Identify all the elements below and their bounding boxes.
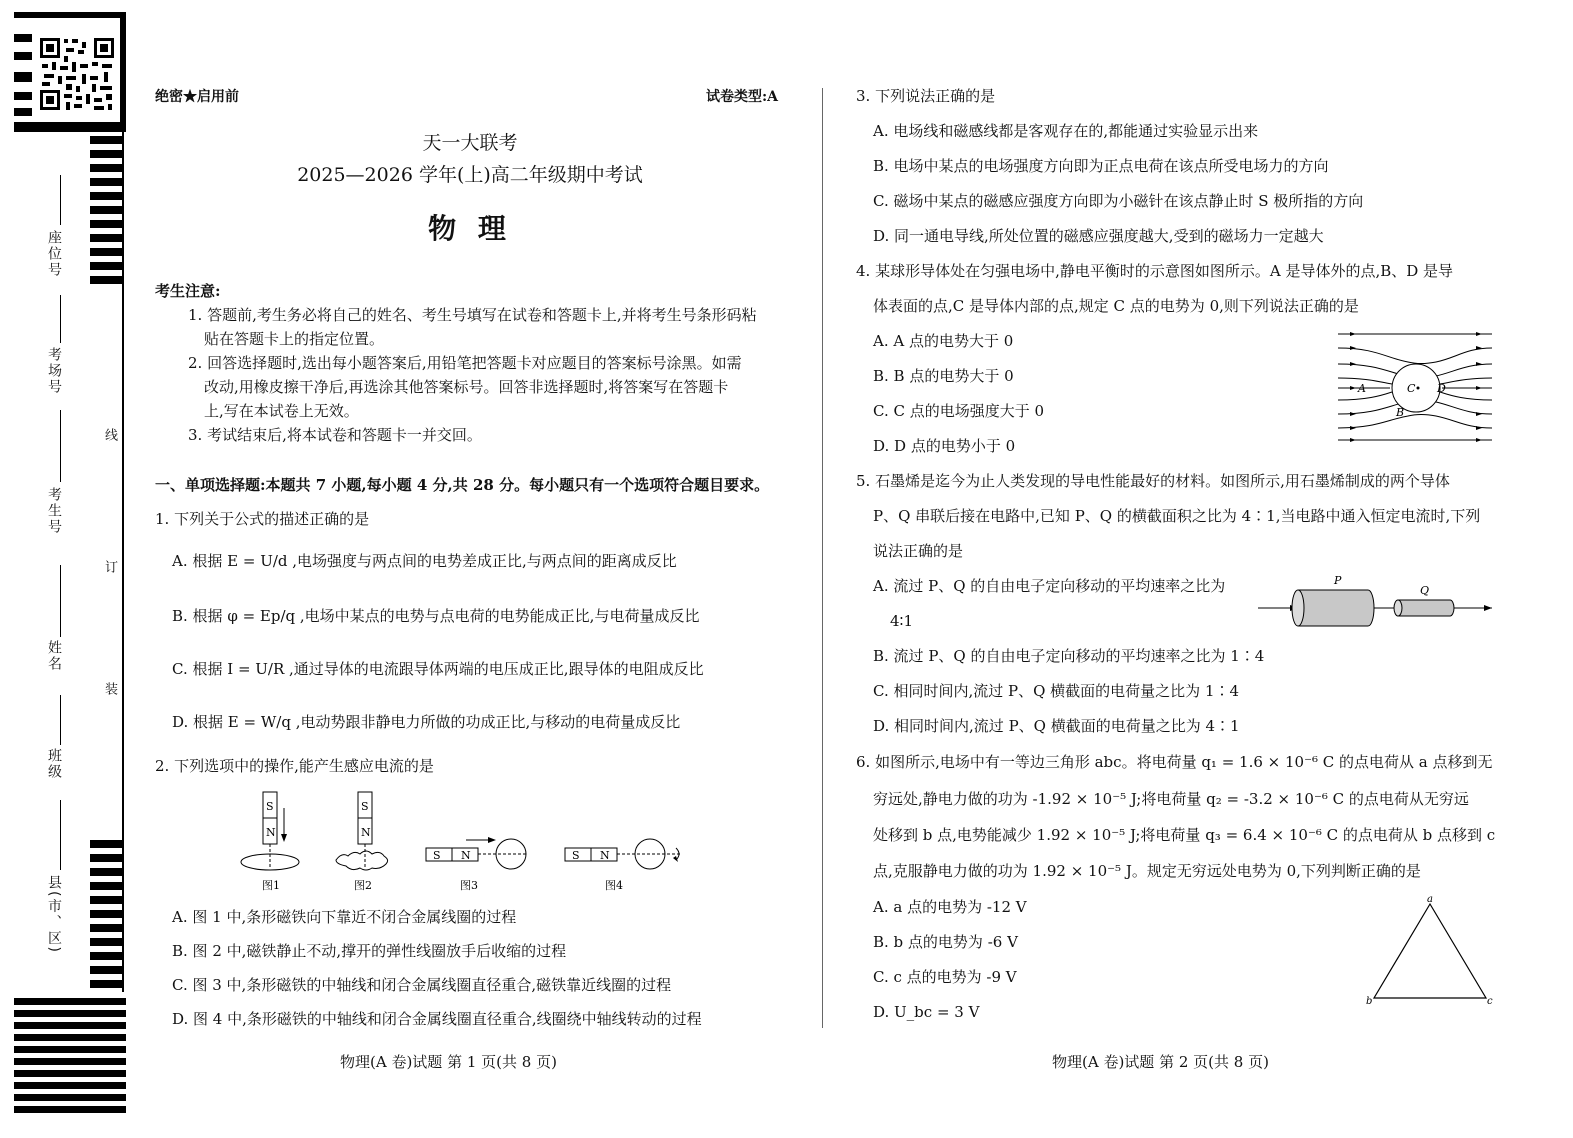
binding-bar [90,980,122,988]
q5-option-a-cont: 4∶1 [890,612,913,630]
q6-stem: 穷远处,静电力做的功为 -1.92 × 10⁻⁵ J;将电荷量 q₂ = -3.2 × 10⁻⁶ C 的点电荷从无穷远 [873,790,1469,808]
county-label: 县(市、区) [46,875,62,954]
figure-label: 图2 [354,879,372,892]
binding-bar [90,924,122,932]
magnet-n-label: N [361,826,371,839]
q6-stem: 处移到 b 点,电势能减少 1.92 × 10⁻⁵ J;将电荷量 q₃ = 6.4 × 10⁻⁶ C 的点电荷从 b 点移到 c [873,826,1496,844]
candidate-number-label: 考生号 [46,487,62,535]
q1-stem: 1. 下列关于公式的描述正确的是 [155,510,370,528]
magnet-s-label: S [572,849,580,862]
candidate-number-line [60,410,61,482]
binding-bar [90,952,122,960]
q6-stem: 点,克服静电力做的功为 1.92 × 10⁻⁵ J。规定无穷远处电势为 0,下列判断正确的是 [873,862,1421,880]
q5-option-a: A. 流过 P、Q 的自由电子定向移动的平均速率之比为 [873,577,1226,595]
binding-bar [14,1046,126,1053]
room-number-label: 考场号 [46,347,62,395]
room-number-line [60,295,61,343]
figure-label: 图4 [605,879,623,892]
county-line [60,800,61,870]
binding-bar [90,136,122,144]
binding-bar [90,262,122,270]
binding-bar [14,92,32,100]
magnet-n-label: N [266,826,276,839]
binding-bar [14,998,126,1005]
q1-option-a: A. 根据 E = U/d ,电场强度与两点间的电势差成正比,与两点间的距离成反比 [172,552,677,570]
q2-option-c: C. 图 3 中,条形磁铁的中轴线和闭合金属线圈直径重合,磁铁靠近线圈的过程 [172,976,672,994]
q6-option-b: B. b 点的电势为 -6 V [873,933,1018,951]
secret-label: 绝密★启用前 [155,89,239,105]
notice-item: 3. 考试结束后,将本试卷和答题卡一并交回。 [188,426,482,444]
magnet-n-label: N [461,849,471,862]
binding-bar [14,122,126,132]
magnet-n-label: N [600,849,610,862]
q6-stem: 6. 如图所示,电场中有一等边三角形 abc。将电荷量 q₁ = 1.6 × 10⁻⁶ C 的点电荷从 a 点移到无 [856,753,1493,771]
q4-field-figure [1336,328,1494,448]
cut-mark-staple: 订 [102,560,117,575]
binding-edge [122,132,124,992]
q4-option-b: B. B 点的电势大于 0 [873,367,1014,385]
binding-bar [14,1058,126,1065]
point-d-label: D [1437,382,1446,395]
binding-bar [14,52,32,60]
notice-item: 贴在答题卡上的指定位置。 [204,330,385,348]
magnet-s-label: S [266,800,274,813]
binding-bar [14,1094,126,1101]
binding-bar [14,1010,126,1017]
q1-option-c: C. 根据 I = U/R ,通过导体的电流跟导体两端的电压成正比,跟导体的电阻成反比 [172,660,704,678]
binding-bar [90,178,122,186]
page-divider [822,88,823,1028]
vertex-c-label: c [1487,996,1493,1006]
q2-option-d: D. 图 4 中,条形磁铁的中轴线和闭合金属线圈直径重合,线圈绕中轴线转动的过程 [172,1010,702,1028]
seat-number-label: 座位号 [46,230,62,278]
binding-bar [14,1034,126,1041]
point-b-label: B [1396,406,1405,419]
figure-label: 图3 [460,879,478,892]
q3-option-c: C. 磁场中某点的磁感应强度方向即为小磁针在该点静止时 S 极所指的方向 [873,192,1364,210]
exam-title: 2025—2026 学年(上)高二年级期中考试 [297,164,643,186]
binding-bar [90,276,122,284]
q5-option-d: D. 相同时间内,流过 P、Q 横截面的电荷量之比为 4∶1 [873,717,1240,735]
class-line [60,695,61,745]
q3-stem: 3. 下列说法正确的是 [856,87,996,105]
binding-bar [90,896,122,904]
q5-option-c: C. 相同时间内,流过 P、Q 横截面的电荷量之比为 1∶4 [873,682,1240,700]
conductor-p-label: P [1334,574,1342,587]
cut-mark-line: 线 [102,428,117,443]
vertex-a-label: a [1427,894,1433,905]
conductor-q-label: Q [1420,584,1430,597]
q5-conductor-figure [1256,574,1494,630]
binding-bar [90,206,122,214]
q4-option-d: D. D 点的电势小于 0 [873,437,1016,455]
q6-option-c: C. c 点的电势为 -9 V [873,968,1017,986]
binding-bar [90,164,122,172]
magnet-s-label: S [361,800,369,813]
q5-stem: 说法正确的是 [873,542,964,560]
binding-bar [90,840,122,848]
q2-option-a: A. 图 1 中,条形磁铁向下靠近不闭合金属线圈的过程 [172,908,517,926]
binding-bar [14,12,126,18]
q6-option-a: A. a 点的电势为 -12 V [873,898,1027,916]
q6-triangle-figure [1362,894,1496,1006]
vertex-b-label: b [1366,996,1373,1006]
figure-2-magnet-coil [336,792,388,892]
subject-title: 物 理 [428,212,512,245]
binding-bar [90,882,122,890]
binding-bar [14,34,32,42]
notice-item: 上,写在本试卷上无效。 [204,402,359,420]
binding-bar [14,1022,126,1029]
q4-stem: 4. 某球形导体处在匀强电场中,静电平衡时的示意图如图所示。A 是导体外的点,B、D 是导 [856,262,1454,280]
q2-stem: 2. 下列选项中的操作,能产生感应电流的是 [155,757,434,775]
binding-bar [90,248,122,256]
notice-title: 考生注意: [155,282,221,300]
binding-bar [14,72,32,82]
notice-item: 2. 回答选择题时,选出每小题答案后,用铅笔把答题卡对应题目的答案标号涂黑。如需 [188,354,742,372]
q4-stem: 体表面的点,C 是导体内部的点,规定 C 点的电势为 0,则下列说法正确的是 [873,297,1359,315]
binding-bar [14,1106,126,1113]
org-title: 天一大联考 [422,132,518,154]
q6-option-d: D. U_bc = 3 V [873,1003,980,1021]
section-heading: 一、单项选择题:本题共 7 小题,每小题 4 分,共 28 分。每小题只有一个选项符合题目要求。 [155,476,770,494]
paper-type: 试卷类型:A [706,89,779,105]
qr-code-icon [38,36,116,112]
binding-bar [14,1082,126,1089]
binding-bar [90,966,122,974]
binding-bar [14,108,32,116]
q3-option-b: B. 电场中某点的电场强度方向即为正点电荷在该点所受电场力的方向 [873,157,1329,175]
q5-stem: 5. 石墨烯是迄今为止人类发现的导电性能最好的材料。如图所示,用石墨烯制成的两个导体 [856,472,1450,490]
figure-1-magnet-coil [241,792,299,892]
q3-option-a: A. 电场线和磁感线都是客观存在的,都能通过实验显示出来 [873,122,1259,140]
figure-label: 图1 [262,879,280,892]
q4-option-c: C. C 点的电场强度大于 0 [873,402,1045,420]
binding-bar [90,854,122,862]
binding-bar [90,192,122,200]
figure-4-magnet-coil [565,839,682,892]
binding-bar [90,868,122,876]
binding-bar [90,150,122,158]
binding-bar [120,12,126,132]
name-label: 姓名 [46,640,62,672]
binding-bar [90,220,122,228]
figure-3-magnet-coil [426,837,526,892]
notice-item: 改动,用橡皮擦干净后,再选涂其他答案标号。回答非选择题时,将答案写在答题卡 [204,378,729,396]
binding-bar [14,1070,126,1077]
q2-figures [230,788,690,896]
seat-number-line [60,175,61,225]
q4-option-a: A. A 点的电势大于 0 [873,332,1014,350]
q1-option-b: B. 根据 φ = Ep/q ,电场中某点的电势与点电荷的电势能成正比,与电荷量成反比 [172,607,700,625]
q2-option-b: B. 图 2 中,磁铁静止不动,撑开的弹性线圈放手后收缩的过程 [172,942,567,960]
point-c-label: C [1407,382,1416,395]
point-a-label: A [1358,382,1366,395]
cut-mark-bind: 装 [102,682,117,697]
q5-option-b: B. 流过 P、Q 的自由电子定向移动的平均速率之比为 1∶4 [873,647,1265,665]
binding-bar [90,234,122,242]
q1-option-d: D. 根据 E = W/q ,电动势跟非静电力所做的功成正比,与移动的电荷量成反比 [172,713,681,731]
class-label: 班级 [46,748,62,780]
notice-item: 1. 答题前,考生务必将自己的姓名、考生号填写在试卷和答题卡上,并将考生号条形码粘 [188,306,757,324]
binding-bar [90,910,122,918]
page-footer-right: 物理(A 卷)试题 第 2 页(共 8 页) [1052,1053,1269,1071]
q5-stem: P、Q 串联后接在电路中,已知 P、Q 的横截面积之比为 4∶1,当电路中通入恒定电流时,下列 [873,507,1481,525]
magnet-s-label: S [433,849,441,862]
page-footer-left: 物理(A 卷)试题 第 1 页(共 8 页) [340,1053,557,1071]
binding-bar [90,938,122,946]
q3-option-d: D. 同一通电导线,所处位置的磁感应强度越大,受到的磁场力一定越大 [873,227,1324,245]
name-line [60,565,61,637]
